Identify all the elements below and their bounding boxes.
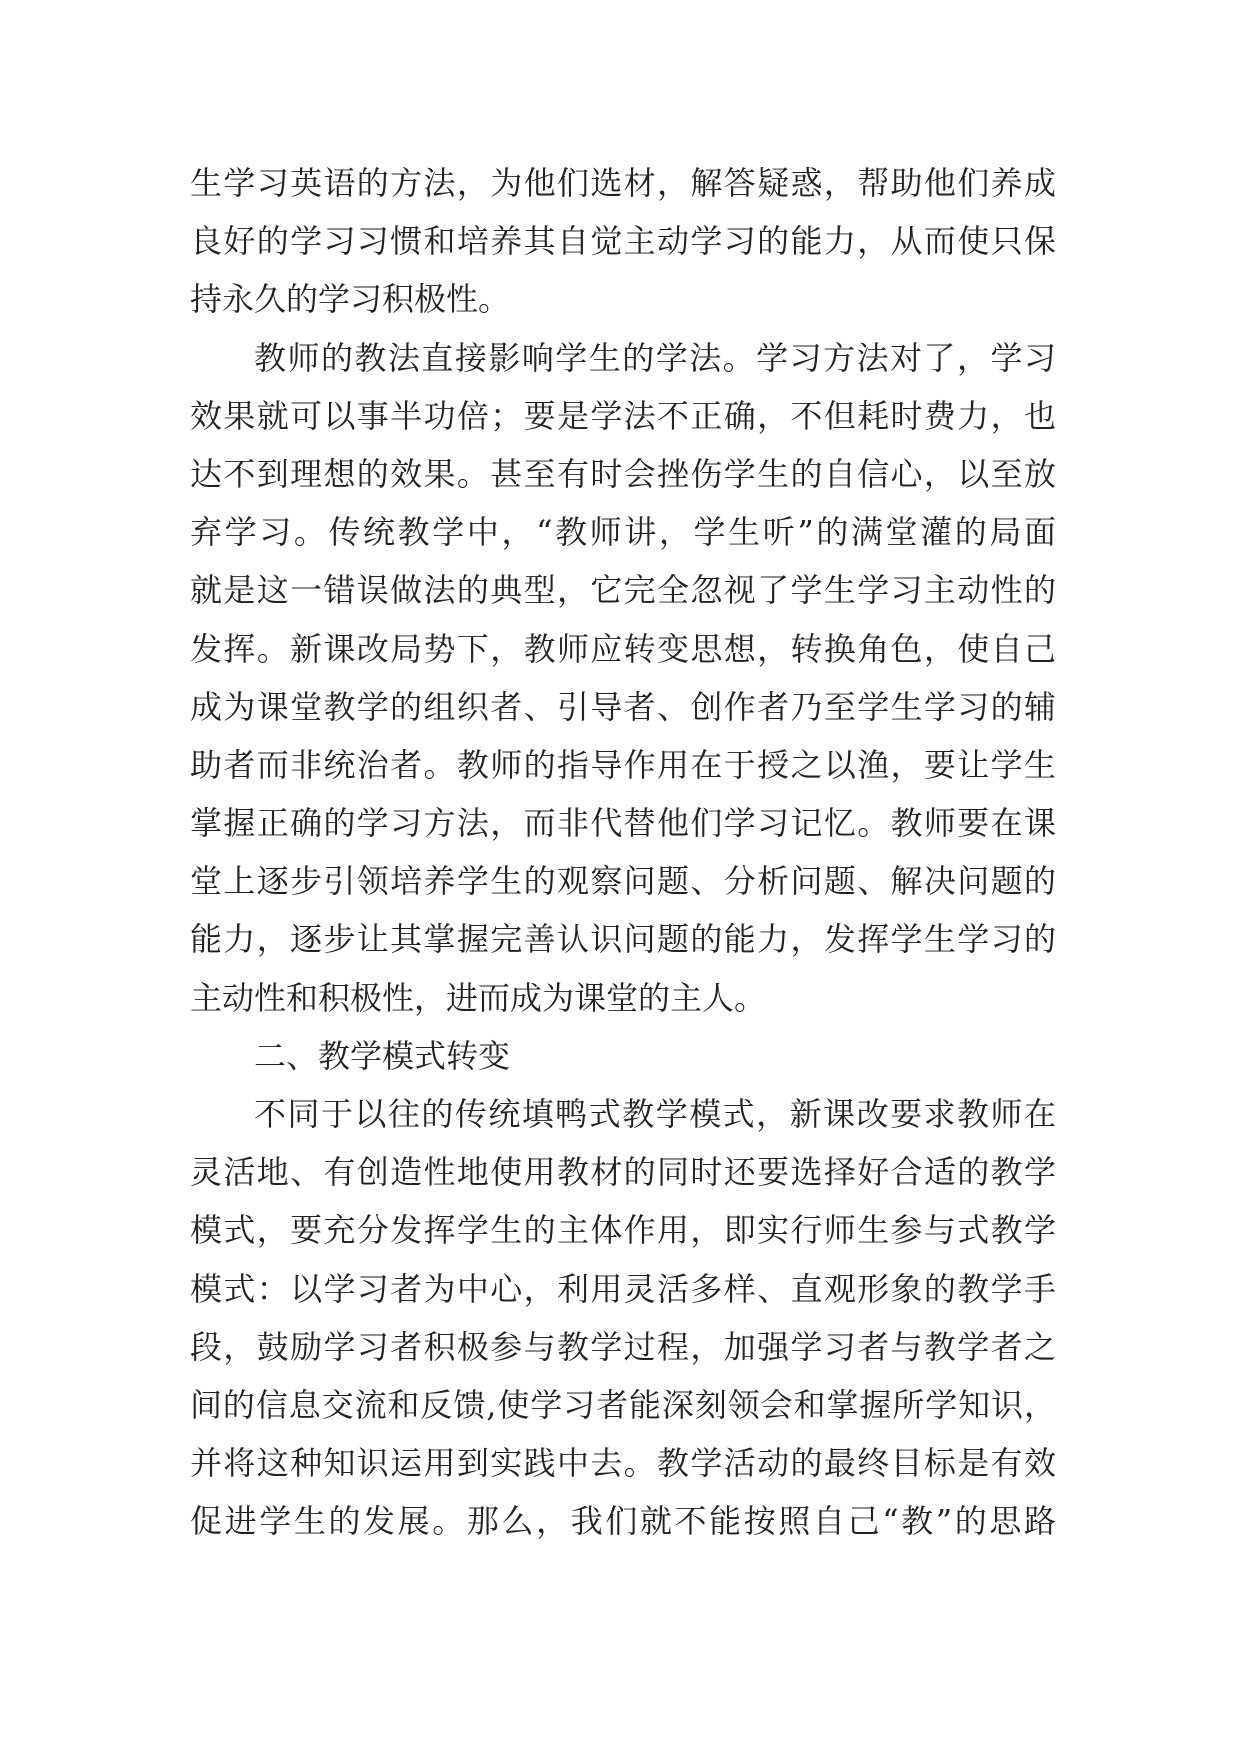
text-line: 模式，要充分发挥学生的主体作用，即实行师生参与式教学 bbox=[190, 1211, 1056, 1250]
text-line: 弃学习。传统教学中，“教师讲，学生听”的满堂灌的局面 bbox=[190, 513, 1056, 552]
section-heading: 二、教学模式转变 bbox=[254, 1036, 511, 1075]
text-line: 间的信息交流和反馈,使学习者能深刻领会和掌握所学知识， bbox=[190, 1385, 1056, 1424]
text-line: 就是这一错误做法的典型，它完全忽视了学生学习主动性的 bbox=[190, 571, 1056, 610]
text-line: 生学习英语的方法，为他们选材，解答疑惑，帮助他们养成 bbox=[190, 164, 1056, 202]
text-line: 达不到理想的效果。甚至有时会挫伤学生的自信心，以至放 bbox=[190, 454, 1056, 493]
text-line: 良好的学习习惯和培养其自觉主动学习的能力，从而使只保 bbox=[190, 222, 1056, 261]
text-line: 主动性和积极性，进而成为课堂的主人。 bbox=[190, 978, 767, 1017]
text-line: 成为课堂教学的组织者、引导者、创作者乃至学生学习的辅 bbox=[190, 687, 1056, 726]
text-line: 持永久的学习积极性。 bbox=[190, 280, 511, 319]
text-line: 发挥。新课改局势下，教师应转变思想，转换角色，使自己 bbox=[190, 629, 1056, 668]
text-line: 效果就可以事半功倍；要是学法不正确，不但耗时费力，也 bbox=[190, 396, 1056, 435]
text-line: 并将这种知识运用到实践中去。教学活动的最终目标是有效 bbox=[190, 1444, 1056, 1483]
text-line: 促进学生的发展。那么，我们就不能按照自己“教”的思路 bbox=[190, 1502, 1056, 1541]
text-line: 灵活地、有创造性地使用教材的同时还要选择好合适的教学 bbox=[190, 1153, 1056, 1192]
text-line: 助者而非统治者。教师的指导作用在于授之以渔，要让学生 bbox=[190, 745, 1056, 784]
paragraph-first-line: 教师的教法直接影响学生的学法。学习方法对了，学习 bbox=[254, 338, 1056, 377]
text-line: 段，鼓励学习者积极参与教学过程，加强学习者与教学者之 bbox=[190, 1327, 1056, 1366]
text-line: 能力，逐步让其掌握完善认识问题的能力，发挥学生学习的 bbox=[190, 920, 1056, 959]
document-body bbox=[190, 154, 1056, 1551]
text-line: 堂上逐步引领培养学生的观察问题、分析问题、解决问题的 bbox=[190, 862, 1056, 901]
text-line: 掌握正确的学习方法，而非代替他们学习记忆。教师要在课 bbox=[190, 804, 1056, 843]
paragraph-first-line: 不同于以往的传统填鸭式教学模式，新课改要求教师在 bbox=[254, 1095, 1056, 1133]
text-line: 模式：以学习者为中心，利用灵活多样、直观形象的教学手 bbox=[190, 1269, 1056, 1308]
